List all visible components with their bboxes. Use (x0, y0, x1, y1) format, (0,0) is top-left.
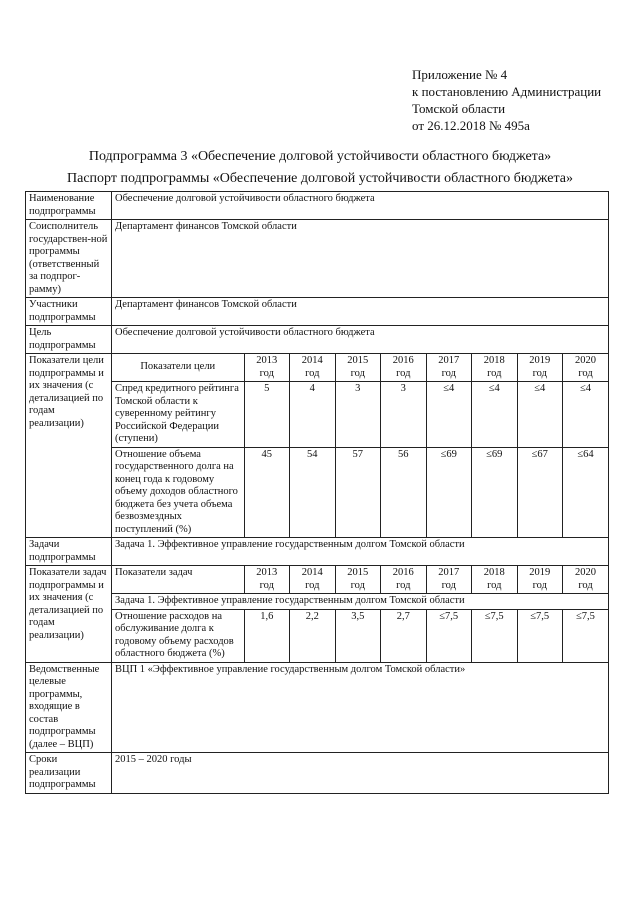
indicator-value: ≤69 (426, 447, 472, 537)
indicator-value: 2,7 (381, 609, 427, 662)
indicator-value: 57 (335, 447, 381, 537)
goal-indicators-cell (112, 354, 609, 538)
row-coexecutor (26, 220, 609, 298)
year-header: 2013 год (244, 354, 290, 382)
task-title: Задача 1. Эффективное управление государственным долгом Томской области (112, 594, 608, 610)
task-indicators-cell (112, 566, 609, 663)
passport-table (25, 191, 609, 794)
page-subtitle: Паспорт подпрограммы «Обеспечение долговой устойчивости областного бюджета» (67, 171, 573, 186)
indicator-value: ≤7,5 (426, 609, 472, 662)
year-header: 2016 год (381, 566, 427, 594)
row-value: Департамент финансов Томской области (112, 220, 609, 298)
indicator-value: ≤67 (517, 447, 563, 537)
year-header: 2014 год (290, 354, 336, 382)
appendix-line-1: Приложение № 4 (412, 67, 508, 82)
year-header: 2015 год (335, 566, 381, 594)
row-label: Ведомственные целевые программы, входящие в состав подпрограммы (далее – ВЦП) (26, 662, 112, 753)
year-header: 2019 год (517, 566, 563, 594)
row-label: Задачи подпрограммы (26, 538, 112, 566)
indicator-value: 1,6 (244, 609, 290, 662)
row-value: 2015 – 2020 годы (112, 753, 609, 794)
indicator-name: Спред кредитного рейтинга Томской области к суверенному рейтингу Российской Федерации (ступени) (112, 382, 244, 448)
indicator-value: 5 (244, 382, 290, 448)
appendix-line-2: к постановлению Администрации (412, 84, 602, 99)
indicator-value: 56 (381, 447, 427, 537)
row-goal (26, 326, 609, 354)
row-label: Соисполнитель государствен-ной программы (ответственный за подпрог-рамму) (26, 220, 112, 298)
row-value: Департамент финансов Томской области (112, 298, 609, 326)
row-tasks (26, 538, 609, 566)
row-terms (26, 753, 609, 794)
indicator-value: 54 (290, 447, 336, 537)
indicator-value: 2,2 (290, 609, 336, 662)
indicator-row (112, 609, 608, 662)
year-header: 2017 год (426, 566, 472, 594)
row-label: Участники подпрограммы (26, 298, 112, 326)
task-indicators-header-label: Показатели задач (112, 566, 244, 594)
row-goal-indicators (26, 354, 609, 538)
year-header: 2014 год (290, 566, 336, 594)
row-name (26, 192, 609, 220)
row-label: Цель подпрограммы (26, 326, 112, 354)
indicator-value: ≤7,5 (563, 609, 609, 662)
year-header: 2013 год (244, 566, 290, 594)
year-header: 2015 год (335, 354, 381, 382)
indicator-name: Отношение расходов на обслуживание долга к годовому объему расходов областного бюджета (%) (112, 609, 244, 662)
indicator-value: ≤4 (426, 382, 472, 448)
year-header: 2020 год (563, 354, 609, 382)
indicator-value: ≤64 (563, 447, 609, 537)
indicator-value: ≤4 (563, 382, 609, 448)
task-indicators-header (112, 566, 608, 594)
indicator-row (112, 382, 608, 448)
indicator-value: 4 (290, 382, 336, 448)
row-programs (26, 662, 609, 753)
task-title-row (112, 594, 608, 610)
row-label: Показатели задач подпрограммы и их значения (с детализацией по годам реализации) (26, 566, 112, 663)
row-label: Сроки реализации подпрограммы (26, 753, 112, 794)
indicator-value: ≤4 (472, 382, 518, 448)
indicator-value: ≤7,5 (517, 609, 563, 662)
goal-indicators-table (112, 354, 608, 537)
year-header: 2019 год (517, 354, 563, 382)
indicator-row (112, 447, 608, 537)
year-header: 2018 год (472, 566, 518, 594)
goal-indicators-header-label: Показатели цели (112, 354, 244, 382)
year-header: 2017 год (426, 354, 472, 382)
indicator-value: ≤69 (472, 447, 518, 537)
task-indicators-table (112, 566, 608, 662)
row-participants (26, 298, 609, 326)
appendix-line-3: Томской области (412, 101, 506, 116)
appendix-line-4: от 26.12.2018 № 495а (412, 118, 530, 133)
year-header: 2020 год (563, 566, 609, 594)
goal-indicators-header (112, 354, 608, 382)
indicator-value: ≤4 (517, 382, 563, 448)
indicator-value: 3 (335, 382, 381, 448)
indicator-value: ≤7,5 (472, 609, 518, 662)
indicator-value: 45 (244, 447, 290, 537)
indicator-value: 3,5 (335, 609, 381, 662)
row-value: ВЦП 1 «Эффективное управление государственным долгом Томской области» (112, 662, 609, 753)
appendix-block (412, 66, 636, 134)
row-label: Показатели цели подпрограммы и их значения (с детализацией по годам реализации) (26, 354, 112, 538)
row-value: Задача 1. Эффективное управление государственным долгом Томской области (112, 538, 609, 566)
row-label: Наименование подпрограммы (26, 192, 112, 220)
row-task-indicators (26, 566, 609, 663)
row-value: Обеспечение долговой устойчивости областного бюджета (112, 326, 609, 354)
year-header: 2016 год (381, 354, 427, 382)
row-value: Обеспечение долговой устойчивости областного бюджета (112, 192, 609, 220)
page-title: Подпрограмма 3 «Обеспечение долговой устойчивости областного бюджета» (88, 149, 552, 164)
year-header: 2018 год (472, 354, 518, 382)
indicator-name: Отношение объема государственного долга на конец года к годовому объему доходов областного бюджета без учета объема безвозмездных поступлений (%) (112, 447, 244, 537)
indicator-value: 3 (381, 382, 427, 448)
